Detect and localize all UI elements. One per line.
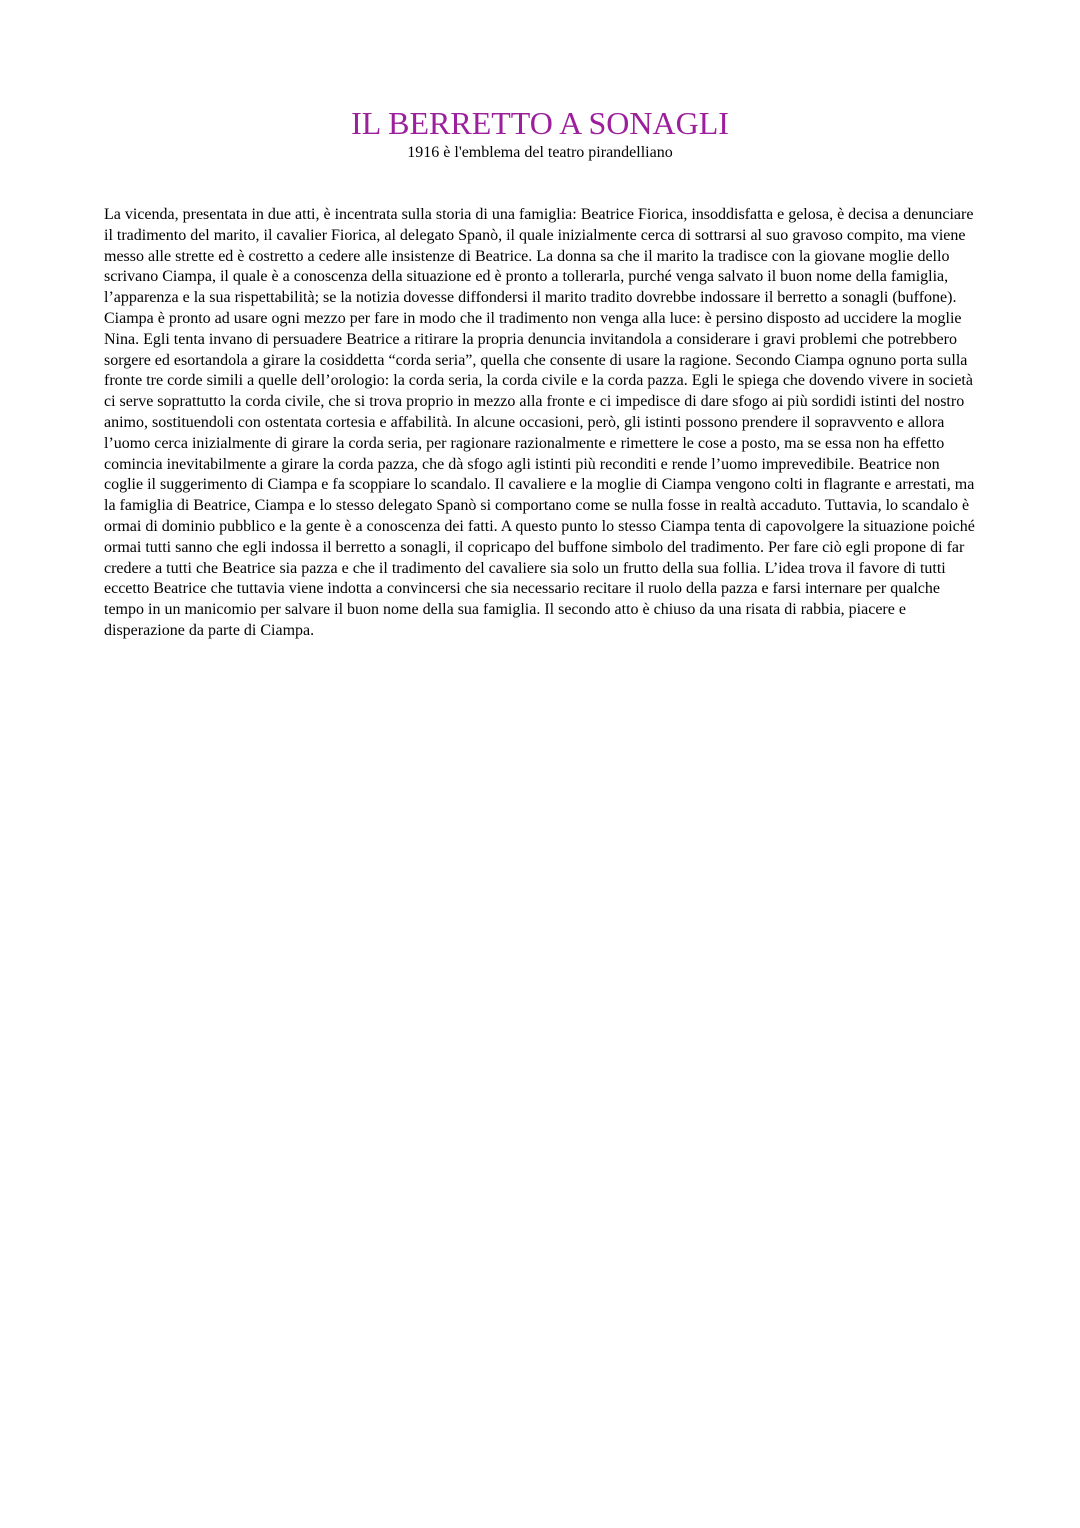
page-subtitle: 1916 è l'emblema del teatro pirandelliano <box>407 144 673 161</box>
page-title: IL BERRETTO A SONAGLI <box>351 105 729 141</box>
body-paragraph: La vicenda, presentata in due atti, è incentrata sulla storia di una famiglia: Beatrice Fiorica, insoddisfatta e gelosa, è decisa a denunciare il tradimento del marito, il cavalier Fiorica, al delegato Spanò, il quale inizialmente cerca di sottrarsi al suo gravoso compito, ma viene messo alle strette ed è costretto a cedere alle insistenze di Beatrice. La donna sa che il marito la tradisce con la giovane moglie dello scrivano Ciampa, il quale è a conoscenza della situazione ed è pronto a tollerarla, purché venga salvato il buon nome della famiglia, l’apparenza e la sua rispettabilità; se la notizia dovesse diffondersi il marito tradito dovrebbe indossare il berretto a sonagli (buffone). Ciampa è pronto ad usare ogni mezzo per fare in modo che il tradimento non venga alla luce: è persino disposto ad uccidere la moglie Nina. Egli tenta invano di persuadere Beatrice a ritirare la propria denuncia invitandola a considerare i gravi problemi che potrebbero sorgere ed esortandola a girare la cosiddetta “corda seria”, quella che consente di usare la ragione. Secondo Ciampa ognuno porta sulla fronte tre corde simili a quelle dell’orologio: la corda seria, la corda civile e la corda pazza. Egli le spiega che dovendo vivere in società ci serve soprattutto la corda civile, che si trova proprio in mezzo alla fronte e ci impedisce di dare sfogo ai più sordidi istinti del nostro animo, sostituendoli con ostentata cortesia e affabilità. In alcune occasioni, però, gli istinti possono prendere il sopravvento e allora l’uomo cerca inizialmente di girare la corda seria, per ragionare razionalmente e rimettere le cose a posto, ma se essa non ha effetto comincia inevitabilmente a girare la corda pazza, che dà sfogo agli istinti più reconditi e rende l’uomo imprevedibile. Beatrice non coglie il suggerimento di Ciampa e fa scoppiare lo scandalo. Il cavaliere e la moglie di Ciampa vengono colti in flagrante e arrestati, ma la famiglia di Beatrice, Ciampa e lo stesso delegato Spanò si comportano come se nulla fosse in realtà accaduto. Tuttavia, lo scandalo è ormai di dominio pubblico e la gente è a conoscenza dei fatti. A questo punto lo stesso Ciampa tenta di capovolgere la situazione poiché ormai tutti sanno che egli indossa il berretto a sonagli, il copricapo del buffone simbolo del tradimento. Per fare ciò egli propone di far credere a tutti che Beatrice sia pazza e che il tradimento del cavaliere sia solo un frutto della sua follia. L’idea trova il favore di tutti eccetto Beatrice che tuttavia viene indotta a convincersi che sia necessario recitare il ruolo della pazza e farsi internare per qualche tempo in un manicomio per salvare il buon nome della sua famiglia. Il secondo atto è chiuso da una risata di rabbia, piacere e disperazione da parte di Ciampa. <box>104 206 975 639</box>
